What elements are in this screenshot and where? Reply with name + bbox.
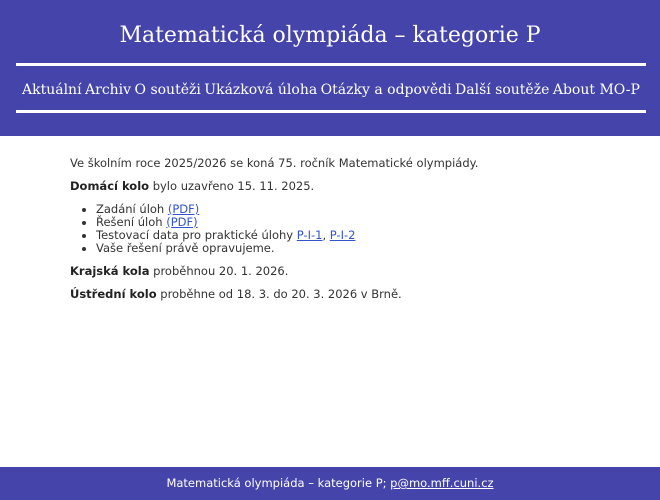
main-content — [70, 157, 610, 311]
opravujeme-text: Vaše řešení právě opravujeme. — [96, 241, 275, 255]
site-footer — [0, 467, 660, 500]
test-data-link-p-i-1[interactable]: P-I-1 — [296, 228, 323, 242]
domaci-kolo-label: Domácí kolo — [70, 179, 150, 193]
nav-item-ukazkova-uloha[interactable]: Ukázková úloha — [204, 81, 318, 98]
nav-item-o-soutezi[interactable]: O soutěži — [134, 81, 201, 98]
domaci-kolo-list — [70, 203, 610, 255]
intro-text: Ve školním roce 2025/2026 se koná 75. ročník Matematické olympiády. — [70, 156, 479, 170]
list-item — [96, 242, 610, 255]
nav-item-aktualni[interactable]: Aktuální — [22, 81, 82, 98]
zadani-text: Zadání úloh — [96, 202, 168, 216]
reseni-pdf-link[interactable]: (PDF) — [166, 215, 198, 229]
domaci-kolo-paragraph — [70, 180, 610, 193]
nav-item-otazky[interactable]: Otázky a odpovědi — [320, 81, 452, 98]
krajska-kola-text: proběhnou 20. 1. 2026. — [149, 264, 289, 278]
krajska-kola-label: Krajská kola — [70, 264, 150, 278]
nav-item-about[interactable]: About MO-P — [552, 81, 640, 98]
ustredni-kolo-text: proběhne od 18. 3. do 20. 3. 2026 v Brně. — [156, 287, 402, 301]
main-nav — [16, 63, 646, 113]
reseni-text: Řešení úloh — [96, 215, 167, 229]
nav-item-archiv[interactable]: Archiv — [85, 81, 132, 98]
footer-email-link[interactable]: p@mo.mff.cuni.cz — [390, 476, 494, 490]
ustredni-kolo-paragraph — [70, 288, 610, 301]
test-data-separator: , — [322, 228, 330, 242]
test-data-link-p-i-2[interactable]: P-I-2 — [329, 228, 356, 242]
zadani-pdf-link[interactable]: (PDF) — [167, 202, 200, 216]
footer-text: Matematická olympiáda – kategorie P; — [166, 476, 391, 490]
domaci-kolo-text: bylo uzavřeno 15. 11. 2025. — [149, 179, 315, 193]
site-header — [0, 0, 660, 136]
test-data-text: Testovací data pro praktické úlohy — [96, 228, 297, 242]
site-title: Matematická olympiáda – kategorie P — [119, 23, 541, 48]
ustredni-kolo-label: Ústřední kolo — [70, 287, 157, 301]
krajska-kola-paragraph — [70, 265, 610, 278]
nav-item-dalsi-souteze[interactable]: Další soutěže — [455, 81, 550, 98]
